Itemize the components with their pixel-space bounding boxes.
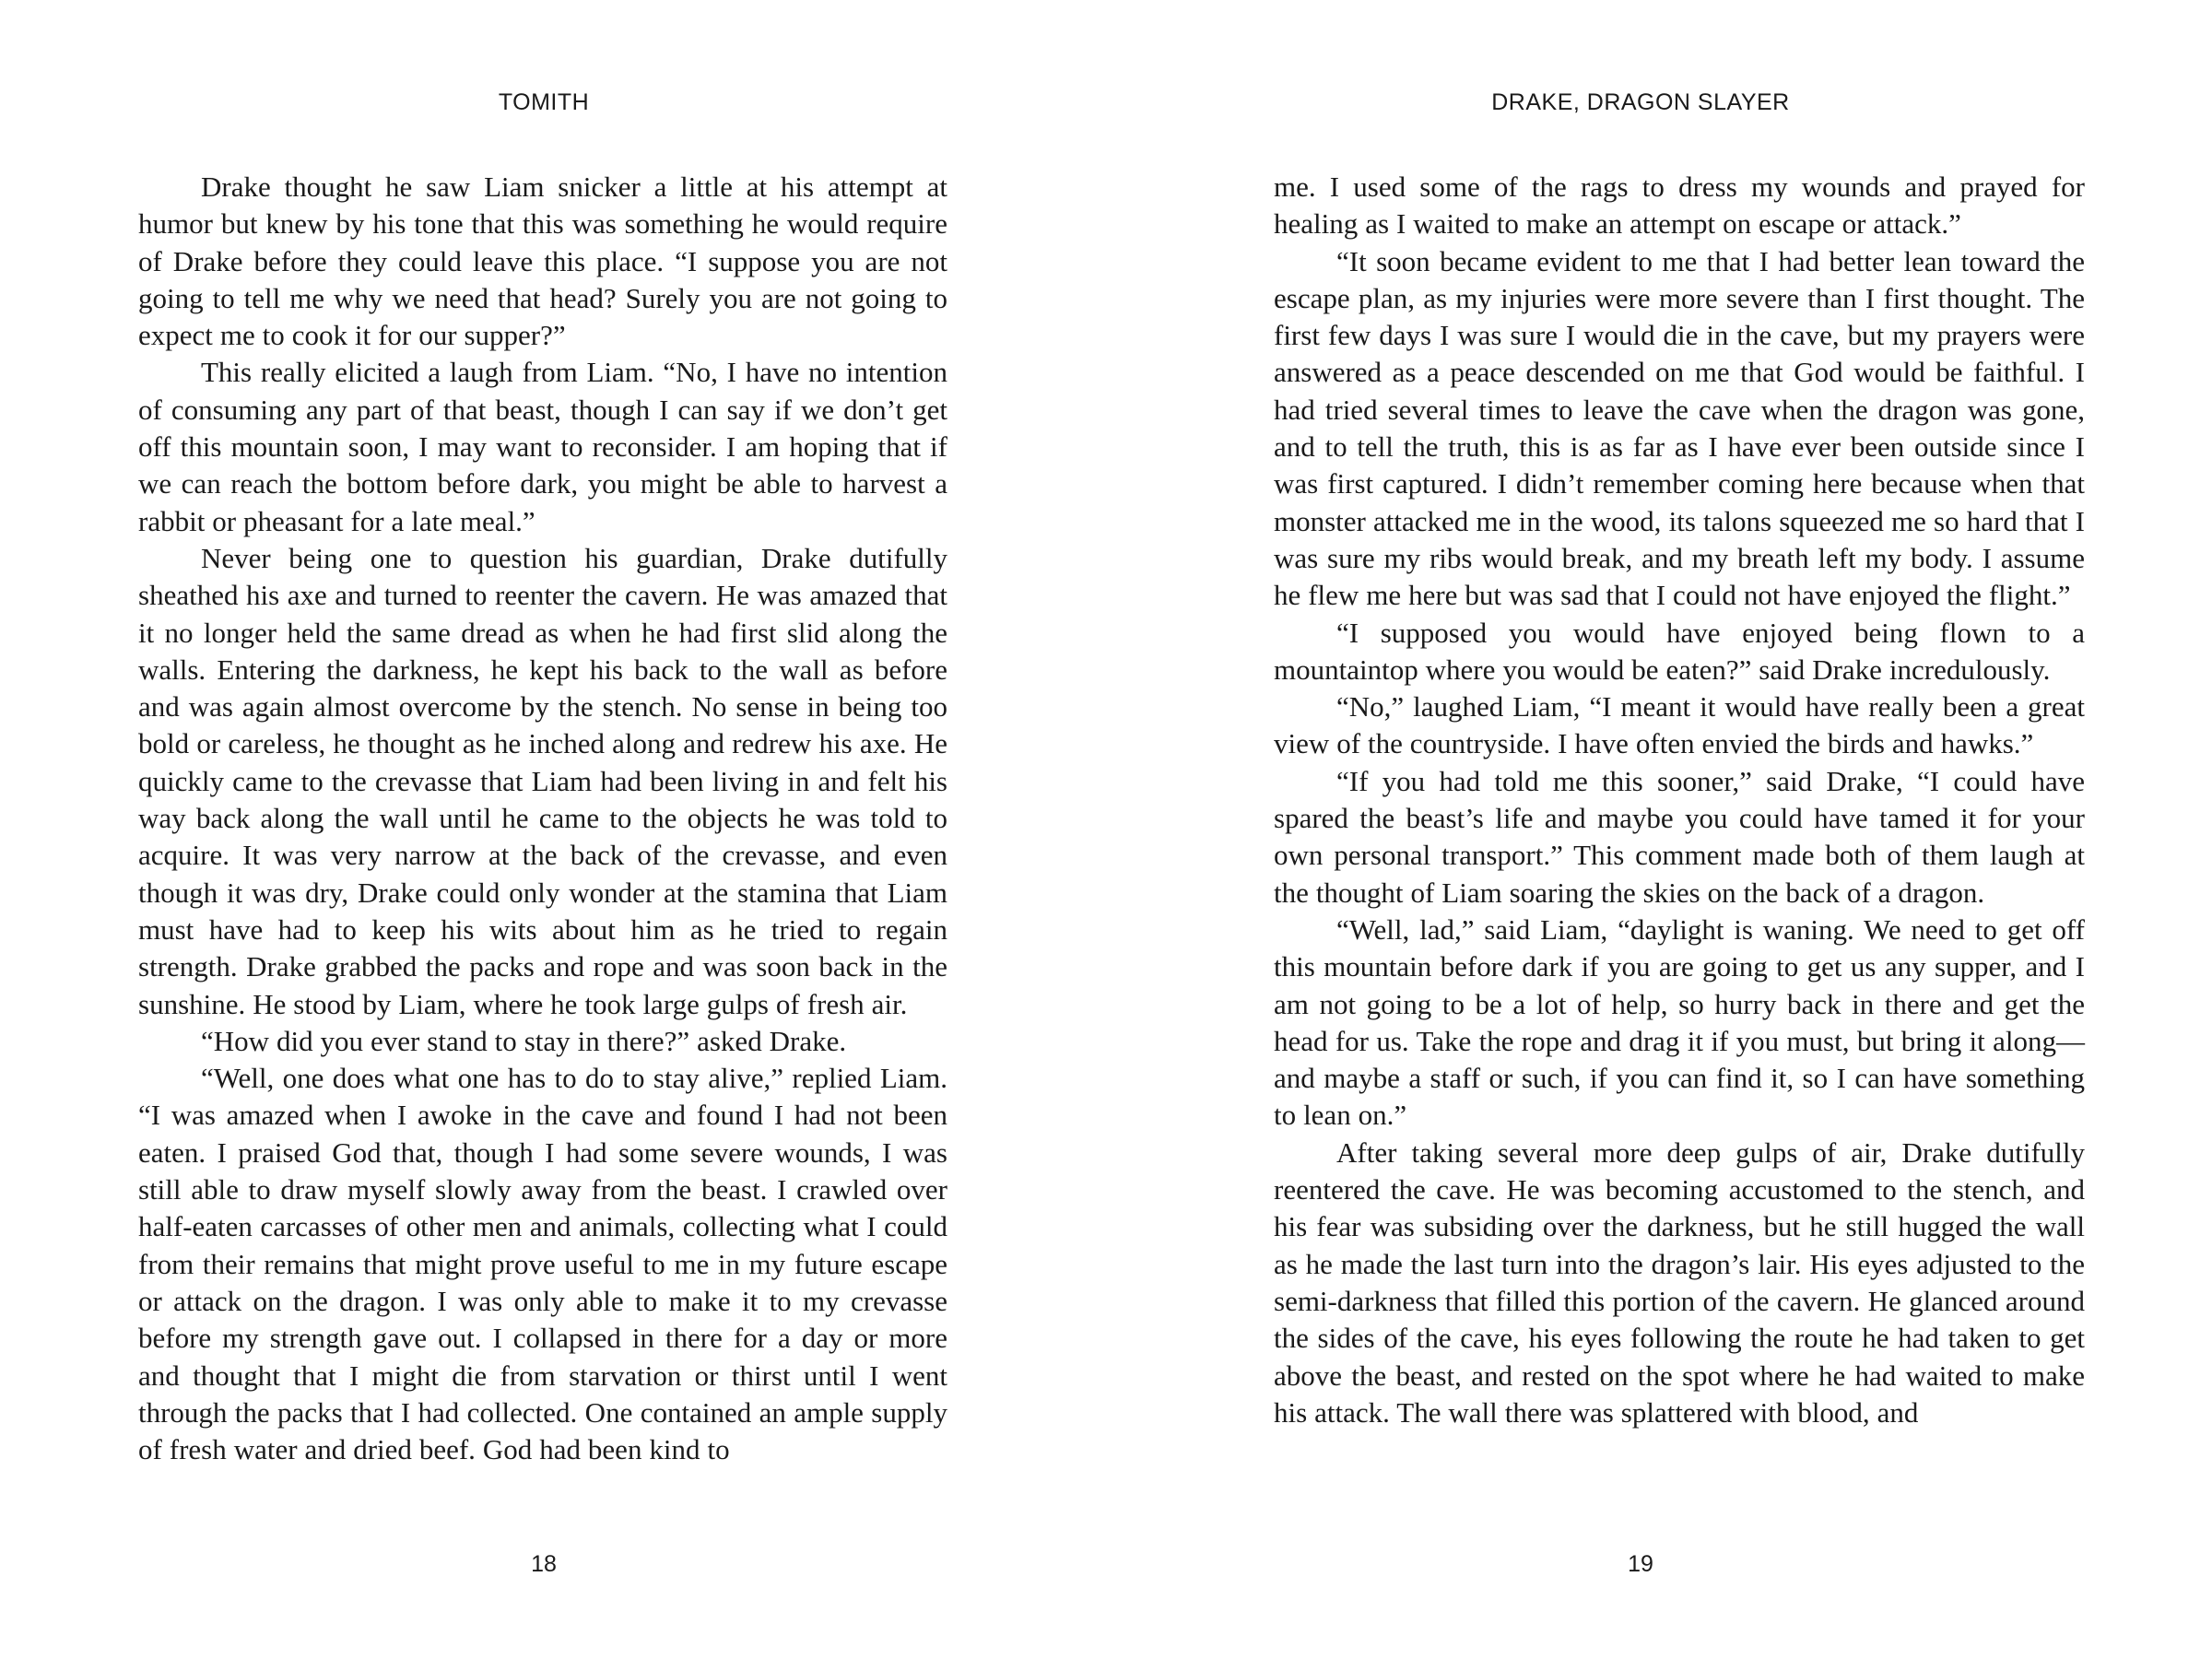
body-text — [138, 169, 947, 1468]
paragraph: After taking several more deep gulps of air, Drake dutifully reentered the cave. He was becoming accustomed to the stench, and his fear was subsiding over the darkness, but he still hugged the wall as he made the last turn into the dragon’s lair. His eyes adjusted to the semi-darkness that filled this portion of the cavern. He glanced around the sides of the cave, his eyes following the route he had taken to get above the beast, and rested on the spot where he had waited to make his attack. The wall there was splattered with blood, and — [1274, 1135, 2085, 1429]
paragraph: “How did you ever stand to stay in there?” asked Drake. — [201, 1024, 847, 1057]
right-page — [1106, 0, 2212, 1659]
paragraph-continuation: me. I used some of the rags to dress my wounds and prayed for healing as I waited to make an attempt on escape or attack.” — [1274, 171, 2085, 241]
paragraph: “No,” laughed Liam, “I meant it would have really been a great view of the countryside. I have often envied the birds and hawks.” — [1274, 690, 2085, 760]
paragraph: “Well, lad,” said Liam, “daylight is waning. We need to get off this mountain before dark if you are going to get us any supper, and I am not going to be a lot of help, so hurry back in there and get the head for us. Take the rope and drag it if you must, but bring it along—and maybe a staff or such, if you can find it, so I can have something to lean on.” — [1274, 912, 2085, 1132]
page-number: 19 — [1628, 1551, 1653, 1577]
running-head: DRAKE, DRAGON SLAYER — [1491, 89, 1790, 115]
body-text — [1274, 169, 2085, 1431]
paragraph: “Well, one does what one has to do to stay alive,” replied Liam. “I was amazed when I awoke in the cave and found I had not been eaten. I praised God that, though I had some severe wounds, I was still able to draw myself slowly away from the beast. I crawled over half-eaten carcasses of other men and animals, collecting what I could from their remains that might prove useful to me in my future escape or attack on the dragon. I was only able to make it to my crevasse before my strength gave out. I collapsed in there for a day or more and thought that I might die from starvation or thirst until I went through the packs that I had collected. One contained an ample supply of fresh water and dried beef. God had been kind to — [138, 1062, 947, 1466]
paragraph: “If you had told me this sooner,” said Drake, “I could have spared the beast’s life and maybe you could have tamed it for your own personal transport.” This comment made both of them laugh at the thought of Liam soaring the skies on the back of a dragon. — [1274, 764, 2085, 909]
page-number: 18 — [531, 1551, 557, 1577]
paragraph: Never being one to question his guardian, Drake dutifully sheathed his axe and turned to reenter the cavern. He was amazed that it no longer held the same dread as when he had first slid along the walls. Entering the darkness, he kept his back to the wall as before and was again almost overcome by the stench. No sense in being too bold or careless, he thought as he inched along and redrew his axe. He quickly came to the crevasse that Liam had been living in and felt his way back along the wall until he came to the objects he was told to acquire. It was very narrow at the back of the crevasse, and even though it was dry, Drake could only wonder at the stamina that Liam must have had to keep his wits about him as he tried to regain strength. Drake grabbed the packs and rope and was soon back in the sunshine. He stood by Liam, where he took large gulps of fresh air. — [138, 541, 947, 1020]
running-head: TOMITH — [498, 89, 590, 115]
paragraph: Drake thought he saw Liam snicker a little at his attempt at humor but knew by his tone that this was something he would require of Drake before they could leave this place. “I suppose you are not going to tell me why we need that head? Surely you are not going to expect me to cook it for our supper?” — [138, 171, 947, 352]
paragraph: This really elicited a laugh from Liam. “No, I have no intention of consuming any part of that beast, though I can say if we don’t get off this mountain soon, I may want to reconsider. I am hoping that if we can reach the bottom before dark, you might be able to harvest a rabbit or pheasant for a late meal.” — [138, 356, 947, 537]
paragraph: “It soon became evident to me that I had better lean toward the escape plan, as my injuries were more severe than I first thought. The first few days I was sure I would die in the cave, but my prayers were answered as a peace descended on me that God would be faithful. I had tried several times to leave the cave when the dragon was gone, and to tell the truth, this is as far as I have ever been outside since I was first captured. I didn’t remember coming here because when that monster attacked me in the wood, its talons squeezed me so hard that I was sure my ribs would break, and my breath left my body. I assume he flew me here but was sad that I could not have enjoyed the flight.” — [1274, 244, 2085, 612]
paragraph: “I supposed you would have enjoyed being flown to a mountaintop where you would be eaten?” said Drake incredulously. — [1274, 616, 2085, 686]
